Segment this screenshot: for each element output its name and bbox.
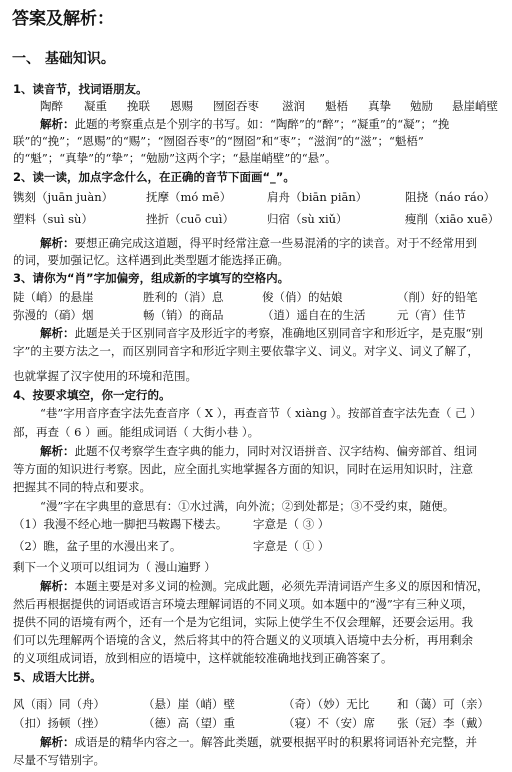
q4-explanation-line: 提供不同的语境有两个，还有一个是为它组词，实际上使学生不仅会理解，还要会运用。我 [13, 615, 473, 629]
q4-line: 部，再查（ 6 ）画。能组成词语（ 大街小巷 ）。 [13, 425, 260, 439]
q1-explanation-line: 联”的“挽”；“恩赐”的“赐”；“囫囵吞枣”的“囫囵”和“枣”；“滋润”的“滋”；“魁梧” [13, 134, 424, 148]
q5-explanation-line [40, 735, 477, 749]
q4-line: “巷”字用音序查字法先查音序（ X ），再查音节（ xiàng ）。按部首查字法先查（ 己 ） [40, 406, 482, 420]
q1-word: 真挚 [368, 99, 391, 113]
q4-explanation-line [40, 579, 489, 593]
q2-item: 挫折（cuō cuì） [146, 212, 234, 226]
q2-heading: 2、读一读，加点字念什么，在正确的音节下面画“_”。 [13, 170, 295, 184]
q3-item: 陡（峭）的悬崖 [13, 290, 94, 304]
q1-explanation-line [40, 117, 449, 131]
jiexi-label: 解析： [40, 579, 75, 593]
q5-heading: 5、成语大比拼。 [13, 670, 102, 684]
q5-item: （寝）不（安）席 [283, 716, 375, 730]
section-heading: 一、 基础知识。 [12, 51, 115, 67]
q1-exp-text: 此题的考察重点是个别字的书写。如：“陶醉”的“醉”；“凝重”的“凝”；“挽 [74, 117, 450, 131]
q5-explanation-line: 尽量不写错别字。 [13, 753, 105, 767]
q1-word: 挽联 [127, 99, 150, 113]
q3-explanation-line: 字”的主要方法之一，而区别同音字和形近字则主要依靠字义、词义。对字义、词义了解了， [13, 344, 479, 358]
q1-word: 滋润 [282, 99, 305, 113]
q5-item: （扣）扬顿（挫） [13, 716, 105, 730]
q5-exp-text: 成语是的精华内容之一。解答此类题，就要根据平时的积累将词语补充完整，并 [74, 735, 477, 749]
jiexi-label: 解析： [40, 236, 75, 250]
q3-explanation-line [40, 326, 483, 340]
jiexi-label: 解析： [40, 117, 75, 131]
q4-explanation-line: 然后再根据提供的词语或语言环境去理解词语的不同义项。如本题中的“漫”字有三种义项， [13, 597, 474, 611]
q4-sentence-2: （2）瞧，盆子里的水漫出来了。 [13, 539, 182, 553]
q5-item: 张（冠）李（戴） [397, 716, 489, 730]
q2-item: 肩舟（biān piān） [267, 190, 368, 204]
q1-explanation-line: 的“魁”；“真挚”的“挚”；“勉励”这两个字；“悬崖峭壁”的“悬”。 [13, 151, 337, 165]
page-title: 答案及解析： [12, 9, 114, 29]
q3-item: 胜利的（消）息 [143, 290, 224, 304]
q1-word: 囫囵吞枣 [213, 99, 259, 113]
q5-item: （德）高（望）重 [143, 716, 235, 730]
q2-item: 塑料（suì sù） [13, 212, 93, 226]
q5-item: （悬）崖（峭）壁 [143, 697, 235, 711]
q4-explanation-line: 们可以先理解两个语境的含义，然后将其中的符合题义的义项填入语境中去分析，再用剩余 [13, 633, 473, 647]
q4-sentence-2-answer: 字意是（ ① ） [253, 539, 330, 553]
q2-exp-text: 要想正确完成这道题，得平时经常注意一些易混淆的字的读音。对于不经常用到 [74, 236, 477, 250]
q3-heading: 3、请你为“肖”字加偏旁，组成新的字填写的空格内。 [13, 271, 290, 285]
q3-explanation-line: 也就掌握了汉字使用的环境和范围。 [13, 369, 197, 383]
q4-explanation-line: 的义项组成词语，放到相应的语境中，这样就能较准确地找到正确答案了。 [13, 651, 393, 665]
q2-item: 瘦削（xiāo xuē） [405, 212, 500, 226]
q1-heading: 1、读音节，找词语朋友。 [13, 82, 148, 96]
q4-exp-text: 此题不仅考察学生查字典的能力，同时对汉语拼音、汉字结构、偏旁部首、组词 [74, 444, 477, 458]
q4-sentence-1: （1）我漫不经心地一脚把马鞍踢下楼去。 [13, 517, 228, 531]
q3-item: （逍）遥自在的生活 [262, 308, 366, 322]
q2-explanation-line [40, 236, 477, 250]
q2-item: 阻挠（náo ráo） [405, 190, 496, 204]
q2-item: 抚摩（mó mē） [146, 190, 232, 204]
q5-item: （奇）（妙）无比 [283, 697, 370, 711]
q3-item: 畅（销）的商品 [143, 308, 224, 322]
jiexi-label: 解析： [40, 326, 75, 340]
q3-item: 元（宵）佳节 [397, 308, 466, 322]
jiexi-label: 解析： [40, 735, 75, 749]
q4-exp2-text: 本题主要是对多义词的检测。完成此题，必须先弄清词语产生多义的原因和情况， [74, 579, 489, 593]
q4-heading: 4、按要求填空，你一定行的。 [13, 388, 171, 402]
q5-item: 和（蔼）可（亲） [397, 697, 489, 711]
q1-word: 悬崖峭壁 [452, 99, 498, 113]
q2-item: 镌刻（juān juàn） [13, 190, 114, 204]
q1-word: 恩赐 [170, 99, 193, 113]
q2-explanation-line: 的词，要加强记忆。这样遇到此类型题才能选择正确。 [13, 253, 289, 267]
q3-item: （削）好的铅笔 [397, 290, 478, 304]
q4-sentence-1-answer: 字意是（ ③ ） [253, 517, 330, 531]
q4-explanation-line: 把握其不同的特点和要求。 [13, 480, 151, 494]
q2-item: 归宿（sù xiǔ） [267, 212, 348, 226]
q4-explanation-line [40, 444, 477, 458]
q3-exp-text: 此题是关于区别同音字及形近字的考察，准确地区别同音字和形近字，是克服“别 [74, 326, 483, 340]
q1-word: 魁梧 [325, 99, 348, 113]
q3-item: 俊（俏）的姑娘 [262, 290, 343, 304]
q1-word: 凝重 [84, 99, 107, 113]
q4-man-meanings: “漫”字在字典里的意思有：①水过满，向外流；②到处都是；③不受约束，随便。 [40, 499, 455, 513]
q5-item: 风（雨）同（舟） [13, 697, 105, 711]
q3-item: 弥漫的（硝）烟 [13, 308, 94, 322]
q1-word: 陶醉 [40, 99, 63, 113]
q1-word: 勉励 [410, 99, 433, 113]
q4-sentence-3: 剩下一个义项可以组词为（ 漫山遍野 ） [13, 560, 216, 574]
jiexi-label: 解析： [40, 444, 75, 458]
q4-explanation-line: 等方面的知识进行考察。因此，应全面扎实地掌握各方面的知识，同时在运用知识时，注意 [13, 462, 473, 476]
